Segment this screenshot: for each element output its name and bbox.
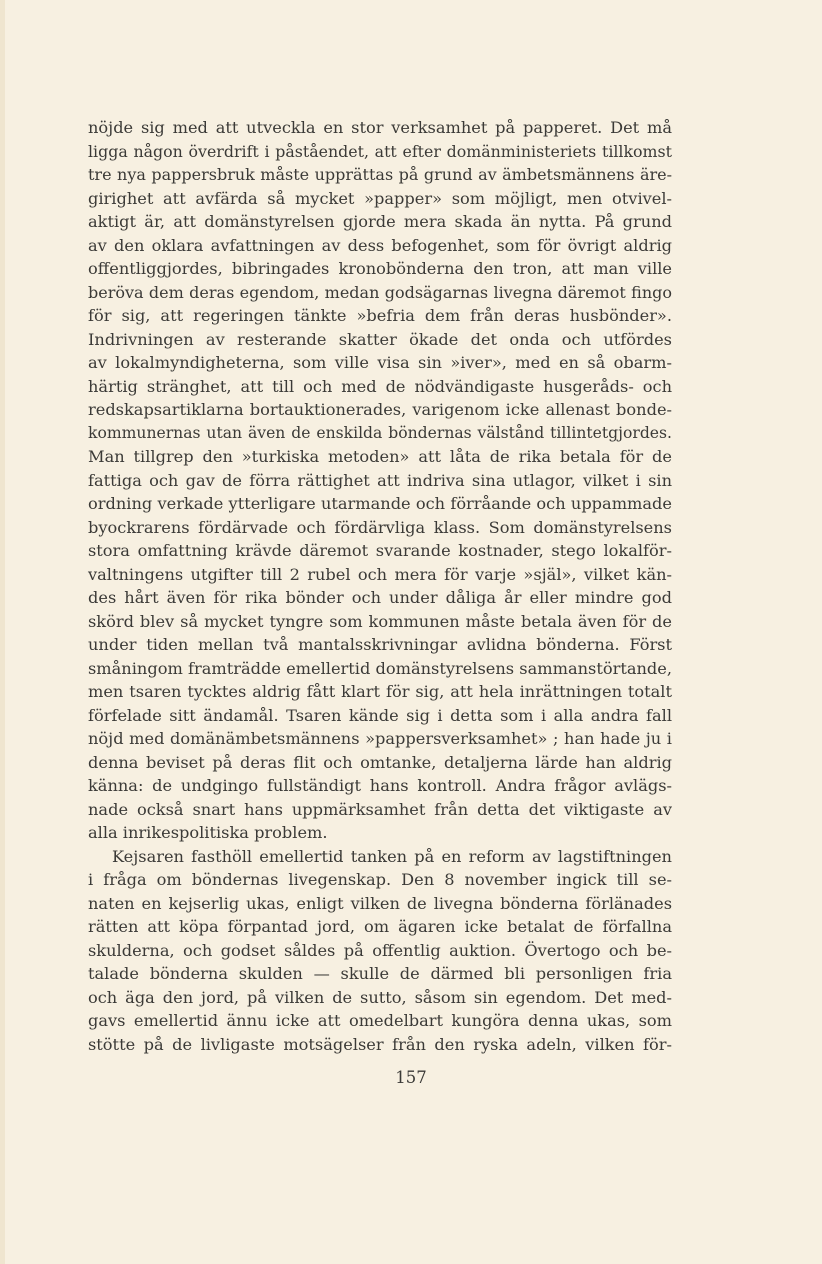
text-line: redskapsartiklarna bortauktionerades, varigenom icke allenast bonde- — [88, 400, 672, 419]
text-line: aktigt är, att domänstyrelsen gjorde mera skada än nytta. På grund — [88, 212, 672, 231]
text-line: Man tillgrep den »turkiska metoden» att låta de rika betala för de — [88, 447, 672, 466]
text-line: naten en kejserlig ukas, enligt vilken de livegna bönderna förlänades — [88, 893, 672, 913]
text-line: valtningens utgifter till 2 rubel och mera för varje »själ», vilket kän- — [88, 564, 672, 584]
body-text — [88, 116, 672, 1056]
text-line: i fråga om böndernas livegenskap. Den 8 november ingick till se- — [88, 870, 672, 889]
text-line: småningom framträdde emellertid domänstyrelsens sammanstörtande, — [88, 658, 672, 678]
text-line: rätten att köpa förpantad jord, om ägaren icke betalat de förfallna — [88, 917, 672, 936]
text-line: skulderna, och godset såldes på offentlig auktion. Övertogo och be- — [88, 940, 672, 960]
text-line: Indrivningen av resterande skatter ökade det onda och utfördes — [88, 329, 672, 349]
text-line: under tiden mellan två mantalsskrivningar avlidna bönderna. Först — [88, 635, 672, 654]
text-line: tre nya pappersbruk måste upprättas på grund av ämbetsmännens äre- — [88, 165, 672, 184]
text-line: känna: de undgingo fullständigt hans kontroll. Andra frågor avlägs- — [88, 776, 672, 795]
page-number: 157 — [395, 1068, 427, 1087]
text-line: denna beviset på deras flit och omtanke, detaljerna lärde han aldrig — [88, 752, 672, 772]
text-line: ordning verkade ytterligare utarmande och förråande och uppammade — [88, 494, 672, 513]
text-line: nade också snart hans uppmärksamhet från detta det viktigaste av — [88, 799, 672, 819]
text-line: men tsaren tycktes aldrig fått klart för sig, att hela inrättningen totalt — [88, 682, 672, 701]
text-line: för sig, att regeringen tänkte »befria dem från deras husbönder». — [88, 306, 672, 325]
text-line: des hårt även för rika bönder och under dåliga år eller mindre god — [88, 588, 672, 607]
text-line: beröva dem deras egendom, medan godsägarnas livegna däremot fingo — [88, 282, 672, 302]
text-line: förfelade sitt ändamål. Tsaren kände sig i detta som i alla andra fall — [88, 705, 672, 725]
text-line: fattiga och gav de förra rättighet att indriva sina utlagor, vilket i sin — [88, 470, 672, 490]
text-line: offentliggjordes, bibringades kronobönderna den tron, att man ville — [88, 259, 672, 278]
text-line: stora omfattning krävde däremot svarande kostnader, stego lokalför- — [88, 541, 672, 560]
text-line: ligga någon överdrift i påståendet, att efter domänministeriets tillkomst — [88, 141, 672, 161]
text-line: skörd blev så mycket tyngre som kommunen måste betala även för de — [88, 611, 672, 631]
text-line: stötte på de livligaste motsägelser från den ryska adeln, vilken för- — [88, 1034, 672, 1054]
text-line: byockrarens fördärvade och fördärvliga klass. Som domänstyrelsens — [88, 517, 672, 537]
text-line: härtig stränghet, att till och med de nödvändigaste husgeråds- och — [88, 376, 672, 396]
text-line: och äga den jord, på vilken de sutto, såsom sin egendom. Det med- — [88, 987, 672, 1007]
text-line: kommunernas utan även de enskilda böndernas välstånd tillintetgjordes. — [88, 423, 672, 442]
text-line: nöjd med domänämbetsmännens »pappersverksamhet» ; han hade ju i — [88, 729, 672, 748]
paragraph-first-line: Kejsaren fasthöll emellertid tanken på en reform av lagstiftningen — [112, 846, 672, 866]
text-line: av lokalmyndigheterna, som ville visa sin »iver», med en så obarm- — [88, 353, 672, 372]
paragraph-last-line: alla inrikespolitiska problem. — [88, 823, 328, 842]
text-line: av den oklara avfattningen av dess befogenhet, som för övrigt aldrig — [88, 235, 672, 255]
text-line: talade bönderna skulden — skulle de därmed bli personligen fria — [88, 964, 672, 983]
text-line: nöjde sig med att utveckla en stor verksamhet på papperet. Det må — [88, 118, 672, 137]
text-line: gavs emellertid ännu icke att omedelbart kungöra denna ukas, som — [88, 1011, 672, 1030]
text-line: girighet att avfärda så mycket »papper» som möjligt, men otvivel- — [88, 188, 672, 208]
